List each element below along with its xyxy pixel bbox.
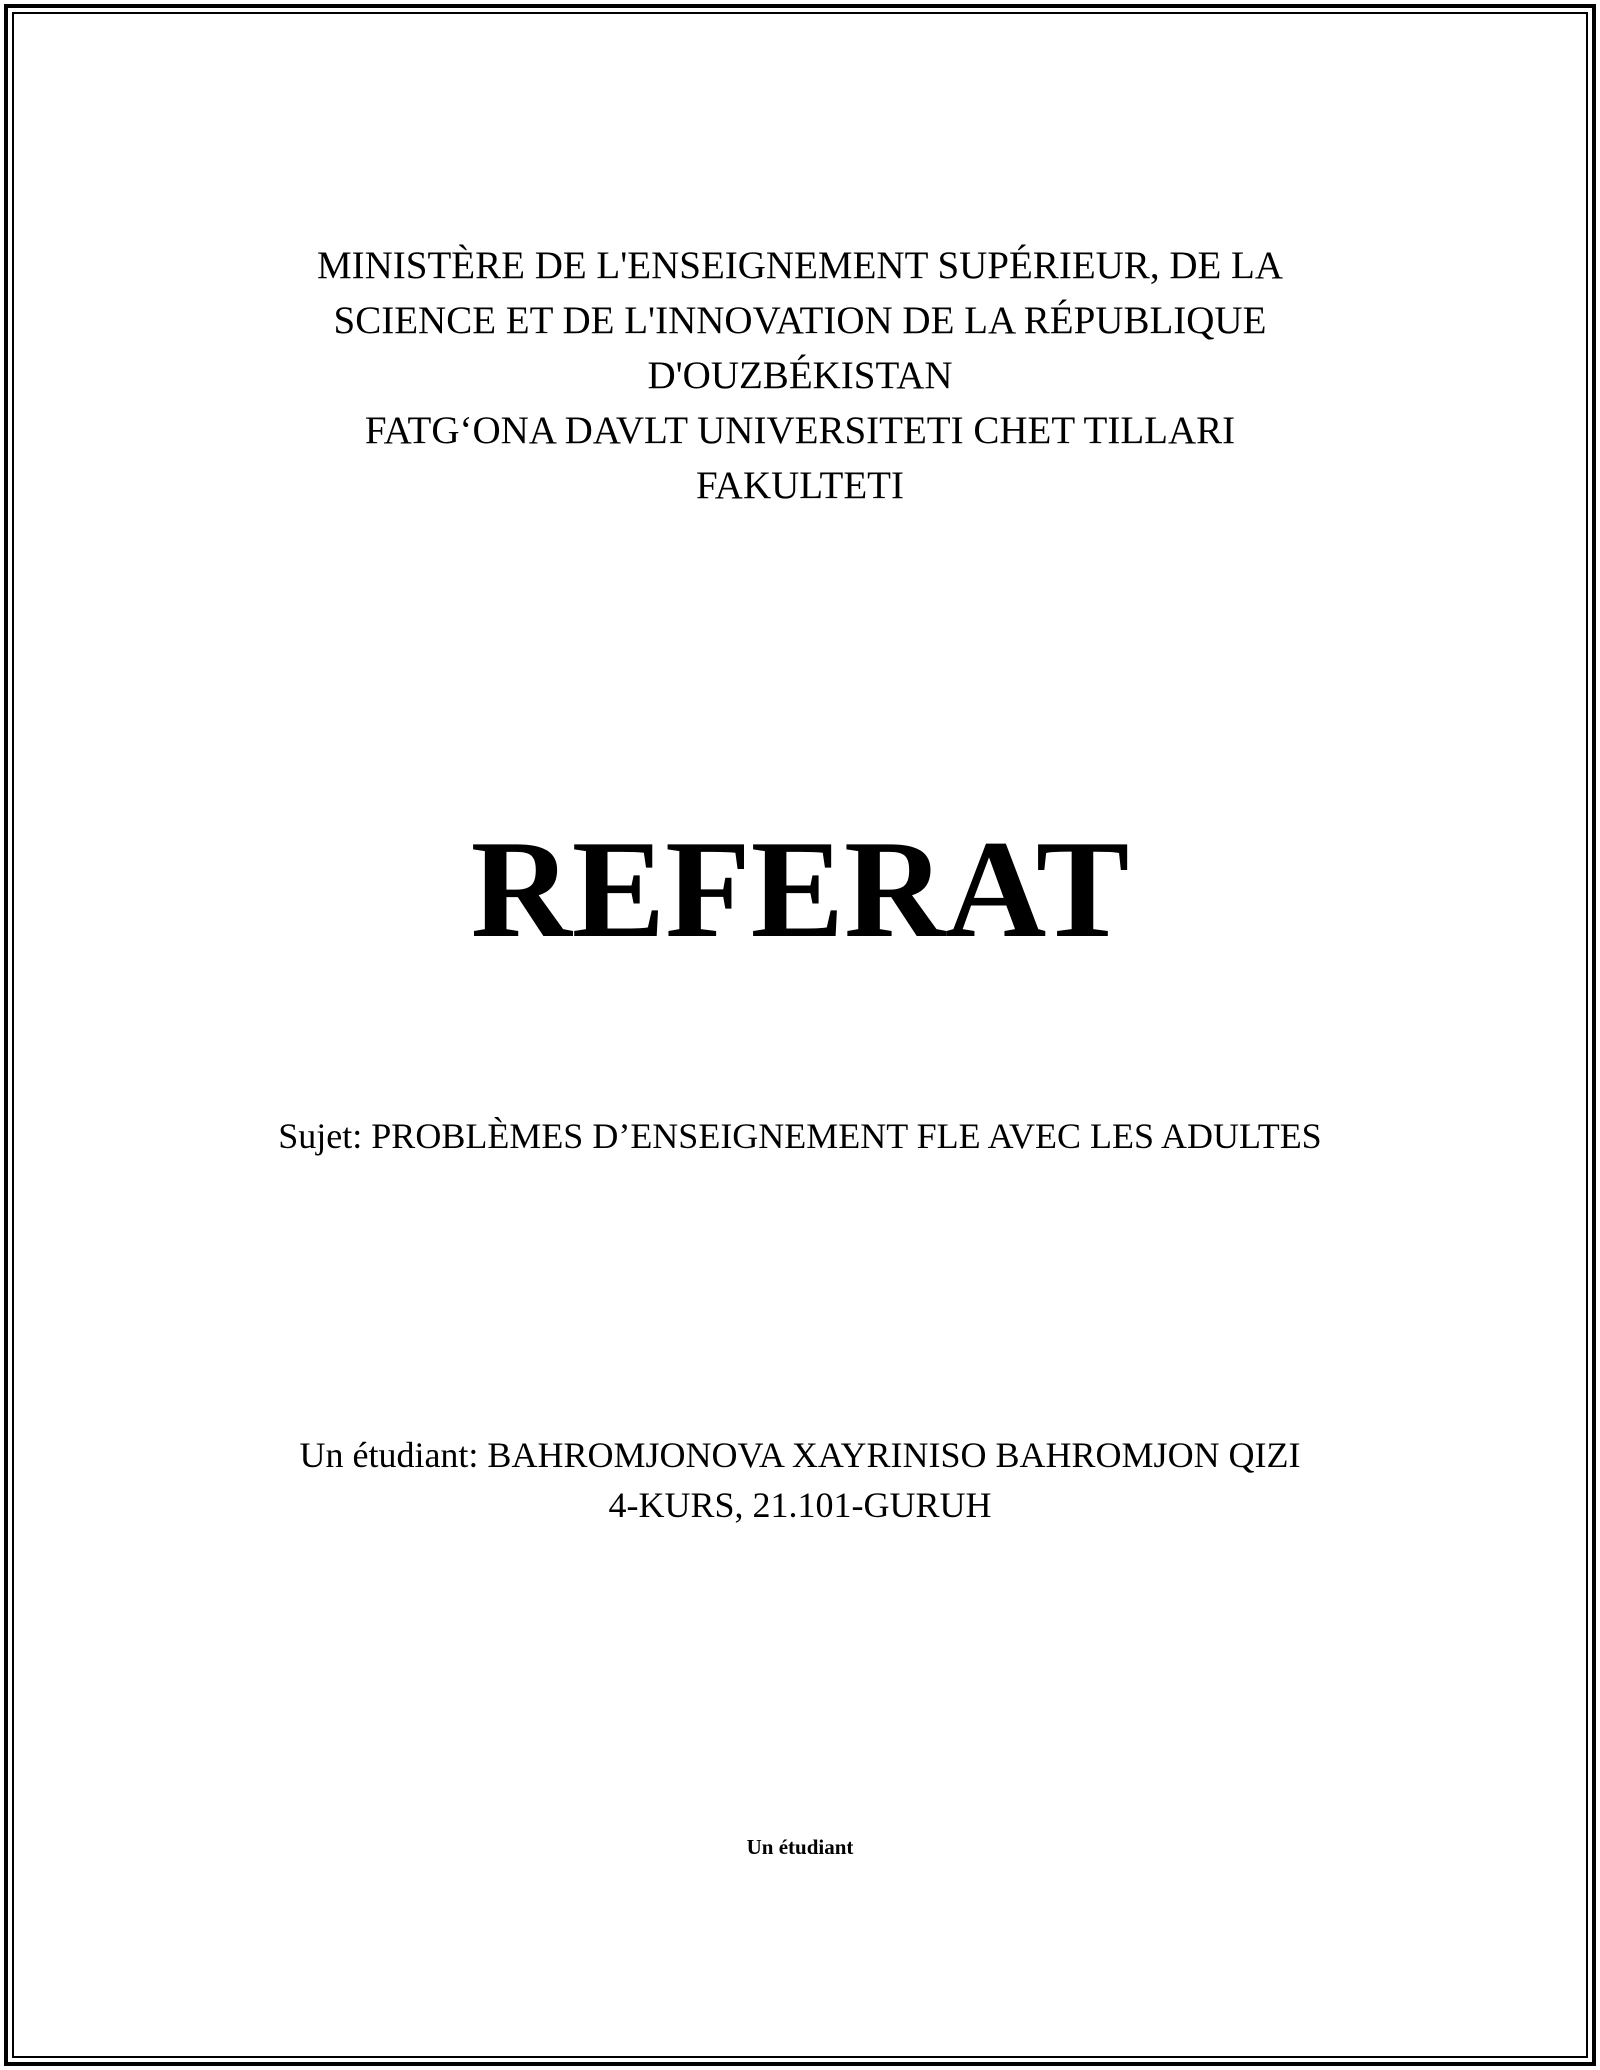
header-line-university: FATG‘ONA DAVLT UNIVERSITETI CHET TILLARI: [364, 409, 1236, 452]
header-line-country: D'OUZBÉKISTAN: [647, 354, 953, 397]
student-name: Un étudiant: BAHROMJONOVA XAYRINISO BAHROMJON QIZI: [299, 1435, 1301, 1475]
header-line-faculty: FAKULTETI: [696, 464, 904, 507]
footer-note: Un étudiant: [746, 1835, 854, 1859]
institution-header: [200, 238, 1400, 513]
document-title: REFERAT: [470, 812, 1130, 967]
student-course-group: 4-KURS, 21.101-GURUH: [608, 1485, 992, 1525]
header-line-science: SCIENCE ET DE L'INNOVATION DE LA RÉPUBLIQUE: [333, 299, 1267, 342]
subject-line: Sujet: PROBLÈMES D’ENSEIGNEMENT FLE AVEC LES ADULTES: [278, 1116, 1322, 1156]
header-line-ministry: MINISTÈRE DE L'ENSEIGNEMENT SUPÉRIEUR, DE LA: [316, 244, 1284, 287]
student-info: [150, 1430, 1450, 1530]
